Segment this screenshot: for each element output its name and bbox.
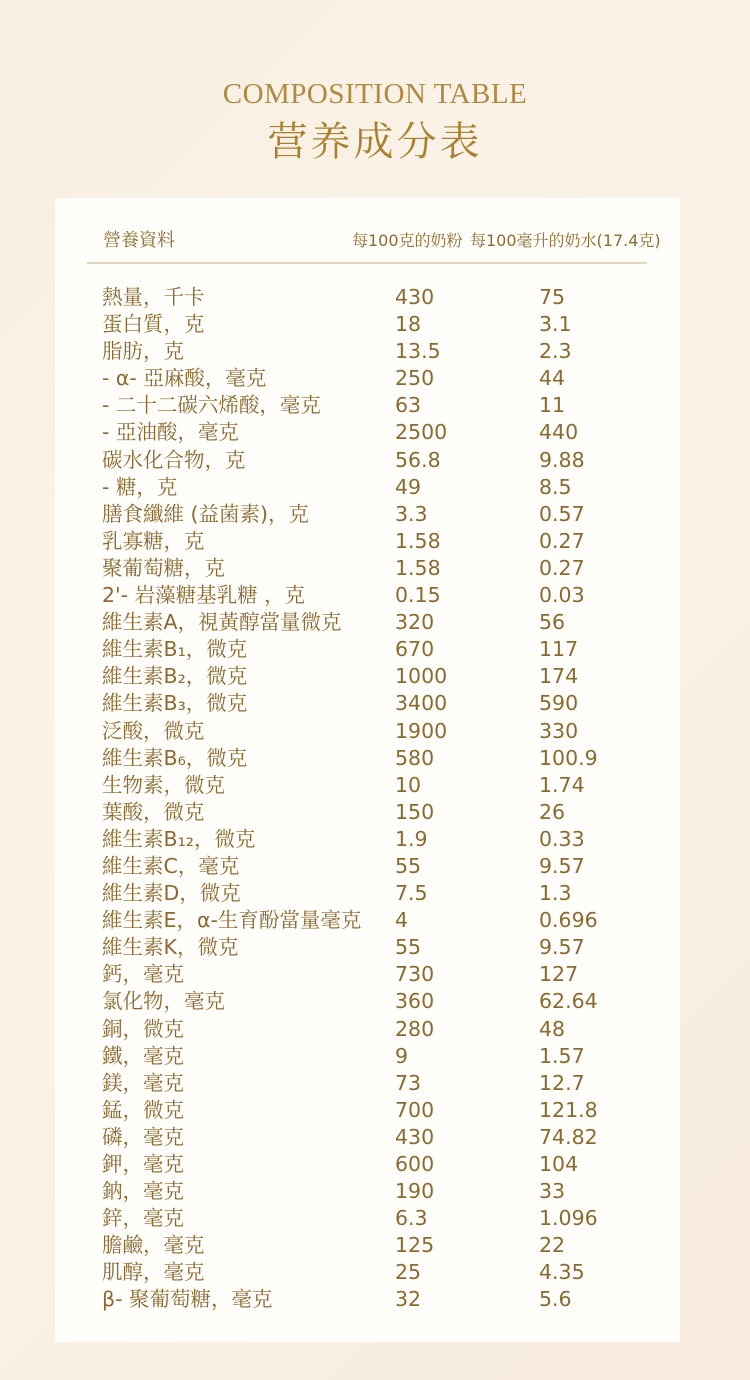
- nutrient-name: 膽鹼，毫克: [102, 1233, 205, 1258]
- nutrient-name: 脂肪，克: [102, 339, 184, 364]
- value-per-100ml: 117: [539, 637, 579, 662]
- value-per-100g: 63: [395, 393, 422, 418]
- value-per-100ml: 104: [539, 1152, 579, 1176]
- value-per-100g: 125: [395, 1233, 435, 1258]
- table-row: [55, 718, 680, 745]
- value-per-100g: 55: [395, 935, 422, 960]
- nutrient-name: - α- 亞麻酸，毫克: [102, 366, 267, 391]
- value-per-100ml: 0.03: [539, 583, 585, 608]
- title-chinese: 营养成分表: [267, 119, 483, 165]
- value-per-100g: 32: [395, 1287, 422, 1312]
- nutrient-name: 熱量，千卡: [102, 285, 205, 309]
- value-per-100g: 13.5: [395, 339, 441, 364]
- nutrient-name: 維生素B₁，微克: [102, 637, 248, 662]
- value-per-100ml: 8.5: [539, 474, 572, 499]
- table-row: [55, 907, 680, 934]
- table-body: [55, 284, 680, 1314]
- value-per-100g: 250: [395, 366, 435, 391]
- nutrient-name: 聚葡萄糖，克: [102, 555, 225, 580]
- value-per-100ml: 62.64: [539, 989, 598, 1014]
- value-per-100ml: 0.696: [539, 908, 598, 933]
- value-per-100g: 670: [395, 637, 435, 662]
- value-per-100g: 0.15: [395, 583, 441, 608]
- value-per-100ml: 1.57: [539, 1043, 585, 1068]
- nutrient-name: 膳食纖維 (益菌素)，克: [102, 501, 310, 526]
- value-per-100ml: 26: [539, 799, 566, 824]
- nutrient-name: 錳，微克: [102, 1097, 184, 1122]
- nutrient-name: 2'- 岩藻糖基乳糖 ，克: [102, 583, 306, 608]
- nutrient-name: - 二十二碳六烯酸，毫克: [102, 393, 321, 418]
- value-per-100ml: 22: [539, 1233, 566, 1258]
- value-per-100g: 10: [395, 772, 422, 797]
- table-row: [55, 528, 680, 555]
- table-row: [55, 636, 680, 663]
- value-per-100g: 73: [395, 1070, 422, 1095]
- value-per-100ml: 3.1: [539, 312, 572, 337]
- table-row: [55, 609, 680, 636]
- value-per-100ml: 44: [539, 366, 566, 391]
- nutrient-name: 維生素E，α-生育酚當量毫克: [102, 908, 362, 933]
- nutrient-name: 氯化物，毫克: [102, 989, 225, 1014]
- nutrient-name: 維生素B₁₂，微克: [102, 826, 256, 851]
- nutrient-name: 鈣，毫克: [102, 962, 184, 987]
- value-per-100ml: 1.74: [539, 772, 585, 797]
- table-row: [55, 1232, 680, 1259]
- table-row: [55, 663, 680, 690]
- nutrient-name: 生物素，微克: [102, 772, 225, 797]
- value-per-100g: 18: [395, 312, 422, 337]
- table-row: [55, 392, 680, 419]
- table-row: [55, 582, 680, 609]
- nutrient-name: 泛酸，微克: [102, 718, 205, 743]
- nutrient-name: - 糖，克: [102, 474, 178, 499]
- value-per-100g: 1.9: [395, 826, 428, 851]
- title-english: COMPOSITION TABLE: [222, 78, 528, 110]
- table-row: [55, 961, 680, 988]
- value-per-100g: 1900: [395, 718, 448, 743]
- table-row: [55, 1205, 680, 1232]
- column-header-per-100ml: 每100毫升的奶水(17.4克): [470, 231, 661, 250]
- value-per-100ml: 330: [539, 718, 579, 743]
- header-divider: [87, 262, 647, 264]
- value-per-100ml: 0.27: [539, 528, 585, 553]
- nutrient-name: 維生素A，視黃醇當量微克: [102, 610, 342, 635]
- table-row: [55, 1259, 680, 1286]
- nutrient-name: 磷，毫克: [102, 1124, 184, 1149]
- value-per-100g: 3.3: [395, 501, 428, 526]
- table-row: [55, 501, 680, 528]
- table-row: [55, 474, 680, 501]
- nutrient-name: - 亞油酸，毫克: [102, 420, 239, 445]
- value-per-100g: 2500: [395, 420, 448, 445]
- value-per-100ml: 0.57: [539, 501, 585, 526]
- value-per-100g: 580: [395, 745, 435, 770]
- value-per-100ml: 11: [539, 393, 566, 418]
- table-row: [55, 826, 680, 853]
- value-per-100g: 320: [395, 610, 435, 635]
- value-per-100g: 190: [395, 1179, 435, 1204]
- value-per-100g: 25: [395, 1260, 422, 1285]
- value-per-100ml: 2.3: [539, 339, 572, 364]
- value-per-100g: 1.58: [395, 528, 441, 553]
- value-per-100ml: 12.7: [539, 1070, 585, 1095]
- nutrient-name: 鈉，毫克: [102, 1179, 184, 1204]
- nutrient-name: 乳寡糖，克: [102, 528, 205, 553]
- value-per-100g: 1.58: [395, 555, 441, 580]
- nutrient-name: 維生素B₆，微克: [102, 745, 248, 770]
- value-per-100g: 360: [395, 989, 435, 1014]
- composition-table: [55, 198, 680, 1342]
- value-per-100ml: 100.9: [539, 745, 598, 770]
- value-per-100g: 430: [395, 285, 435, 309]
- nutrient-name: 銅，微克: [102, 1016, 184, 1041]
- value-per-100g: 1000: [395, 664, 448, 689]
- table-header: [55, 218, 680, 258]
- table-row: [55, 1286, 680, 1313]
- value-per-100ml: 121.8: [539, 1097, 598, 1122]
- value-per-100g: 7.5: [395, 881, 428, 906]
- value-per-100g: 700: [395, 1097, 435, 1122]
- value-per-100ml: 174: [539, 664, 579, 689]
- nutrient-name: 維生素D，微克: [102, 881, 241, 906]
- value-per-100ml: 9.88: [539, 447, 585, 472]
- nutrient-name: 維生素B₃，微克: [102, 691, 248, 716]
- table-row: [55, 1016, 680, 1043]
- table-row: [55, 447, 680, 474]
- value-per-100ml: 56: [539, 610, 566, 635]
- value-per-100ml: 1.3: [539, 881, 572, 906]
- table-row: [55, 1097, 680, 1124]
- nutrient-name: 鋅，毫克: [102, 1206, 184, 1231]
- table-row: [55, 988, 680, 1015]
- table-row: [55, 1043, 680, 1070]
- value-per-100g: 730: [395, 962, 435, 987]
- table-row: [55, 853, 680, 880]
- column-header-nutrient: 營養資料: [103, 230, 175, 251]
- value-per-100g: 49: [395, 474, 422, 499]
- table-row: [55, 1151, 680, 1178]
- nutrient-name: 肌醇，毫克: [102, 1260, 205, 1285]
- table-row: [55, 934, 680, 961]
- nutrient-name: 維生素B₂，微克: [102, 664, 248, 689]
- value-per-100ml: 1.096: [539, 1206, 598, 1231]
- value-per-100ml: 48: [539, 1016, 566, 1041]
- nutrient-name: 蛋白質，克: [102, 312, 205, 337]
- nutrient-name: 維生素C，毫克: [102, 853, 240, 878]
- value-per-100ml: 75: [539, 285, 566, 309]
- table-row: [55, 1178, 680, 1205]
- table-row: [55, 1070, 680, 1097]
- table-row: [55, 284, 680, 311]
- nutrient-name: 鐵，毫克: [102, 1043, 184, 1068]
- table-row: [55, 880, 680, 907]
- table-row: [55, 799, 680, 826]
- value-per-100ml: 0.27: [539, 555, 585, 580]
- value-per-100ml: 4.35: [539, 1260, 585, 1285]
- value-per-100g: 3400: [395, 691, 448, 716]
- value-per-100g: 150: [395, 799, 435, 824]
- value-per-100g: 600: [395, 1152, 435, 1176]
- value-per-100g: 55: [395, 853, 422, 878]
- value-per-100ml: 5.6: [539, 1287, 572, 1312]
- table-row: [55, 772, 680, 799]
- nutrient-name: 鎂，毫克: [102, 1070, 184, 1095]
- nutrient-name: 鉀，毫克: [102, 1152, 184, 1176]
- value-per-100g: 56.8: [395, 447, 441, 472]
- table-row: [55, 555, 680, 582]
- value-per-100ml: 33: [539, 1179, 566, 1204]
- value-per-100g: 4: [395, 908, 409, 933]
- table-row: [55, 311, 680, 338]
- table-row: [55, 690, 680, 717]
- value-per-100g: 280: [395, 1016, 435, 1041]
- nutrient-name: 葉酸，微克: [102, 799, 205, 824]
- value-per-100ml: 590: [539, 691, 579, 716]
- table-row: [55, 745, 680, 772]
- table-row: [55, 1124, 680, 1151]
- value-per-100ml: 440: [539, 420, 579, 445]
- value-per-100ml: 9.57: [539, 935, 585, 960]
- table-row: [55, 365, 680, 392]
- nutrient-name: 碳水化合物，克: [102, 447, 246, 472]
- column-header-per-100g: 每100克的奶粉: [352, 231, 463, 250]
- nutrient-name: 維生素K，微克: [102, 935, 239, 960]
- table-row: [55, 419, 680, 446]
- value-per-100ml: 127: [539, 962, 579, 987]
- nutrient-name: β- 聚葡萄糖，毫克: [102, 1287, 273, 1312]
- value-per-100g: 9: [395, 1043, 409, 1068]
- value-per-100ml: 74.82: [539, 1124, 598, 1149]
- value-per-100ml: 0.33: [539, 826, 585, 851]
- value-per-100g: 430: [395, 1124, 435, 1149]
- value-per-100g: 6.3: [395, 1206, 428, 1231]
- value-per-100ml: 9.57: [539, 853, 585, 878]
- table-row: [55, 338, 680, 365]
